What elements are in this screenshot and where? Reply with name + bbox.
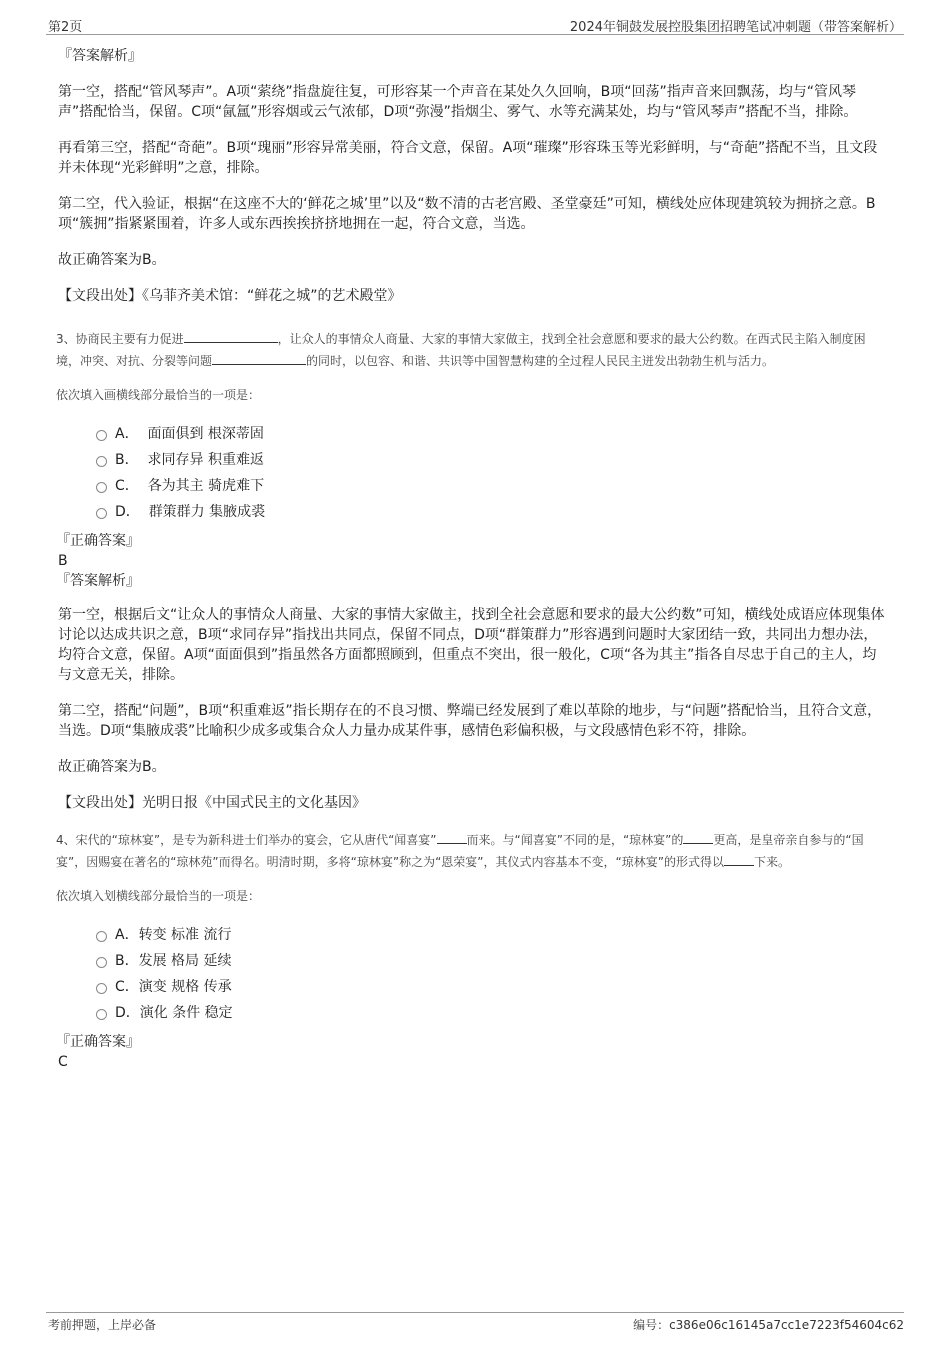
q4-question	[56, 829, 888, 873]
q3-option-c[interactable]	[96, 473, 888, 499]
q3-analysis	[56, 605, 888, 777]
q3-option-a[interactable]	[96, 421, 888, 447]
option-text: 各为其主 骑虎难下	[147, 478, 265, 494]
option-letter: A．	[115, 426, 139, 442]
q3-source: 【文段出处】光明日报《中国式民主的文化基因》	[58, 795, 366, 811]
q3-answer-label: 『正确答案』	[56, 533, 140, 549]
page-header	[46, 14, 904, 35]
option-text: 群策群力 集腋成裘	[148, 504, 266, 520]
document-id: 编号：c386e06c16145a7cc1e7223f54604c62	[633, 1318, 904, 1332]
radio-icon[interactable]	[96, 931, 107, 942]
q4-option-a[interactable]	[96, 922, 888, 948]
q3-options	[96, 421, 888, 525]
q3-prompt: 依次填入画横线部分最恰当的一项是：	[56, 388, 261, 402]
q3-blank-2	[212, 350, 306, 365]
q4-options	[96, 922, 888, 1026]
q2-source: 【文段出处】《乌菲齐美术馆：“鲜花之城”的艺术殿堂》	[58, 288, 402, 304]
q2-analysis-label: 『答案解析』	[58, 48, 142, 64]
q4-answer: C	[58, 1054, 68, 1070]
q4-text: 下来。	[753, 855, 790, 869]
q4-blank-2	[683, 829, 713, 844]
q3-text: ，让众人的事情众人商量、大家的事情大家做主，找到全社会意愿和要求的最大公约数。在西式民主陷入制度困境，冲突、对抗、分裂等问题	[56, 332, 866, 368]
q4-text: 4、宋代的“琼林宴”，是专为新科进士们举办的宴会，它从唐代“闻喜宴”	[56, 833, 437, 847]
q2-analysis	[56, 82, 888, 270]
q2-analysis-paragraph: 第一空，搭配“管风琴声”。A项“萦绕”指盘旋往复，可形容某一个声音在某处久久回响，B项“回荡”指声音来回飘荡，均与“管风琴声”搭配恰当，保留。C项“氤氲”形容烟或云气浓郁，D项“弥漫”指烟尘、雾气、水等充满某处，均与“管风琴声”搭配不当，排除。	[58, 84, 858, 120]
q3-text: 的同时，以包容、和谐、共识等中国智慧构建的全过程人民民主迸发出勃勃生机与活力。	[306, 354, 775, 368]
q2-analysis-paragraph: 再看第三空，搭配“奇葩”。B项“瑰丽”形容异常美丽，符合文意，保留。A项“璀璨”形容珠玉等光彩鲜明，与“奇葩”搭配不当，且文段并未体现“光彩鲜明”之意，排除。	[58, 140, 878, 176]
option-letter: D．	[115, 1005, 140, 1021]
document-title: 2024年铜鼓发展控股集团招聘笔试冲刺题（带答案解析）	[569, 20, 902, 35]
q4-blank-3	[724, 851, 754, 866]
option-text: 求同存异 积重难返	[147, 452, 264, 468]
q3-answer: B	[58, 553, 68, 569]
q3-option-b[interactable]	[96, 447, 888, 473]
q2-analysis-paragraph: 第二空，代入验证，根据“在这座不大的‘鲜花之城’里”以及“数不清的古老宫殿、圣堂豪廷”可知，横线处应体现建筑较为拥挤之意。B项“簇拥”指紧紧围着，许多人或东西挨挨挤挤地拥在一起，符合文意，当选。	[58, 196, 876, 232]
q3-analysis-paragraph: 故正确答案为B。	[58, 759, 166, 775]
q3-analysis-label: 『答案解析』	[56, 573, 140, 589]
option-text: 面面俱到 根深蒂固	[147, 426, 264, 442]
q3-option-d[interactable]	[96, 499, 888, 525]
option-text: 转变 标准 流行	[138, 927, 232, 943]
document-body	[56, 46, 888, 1072]
q4-prompt: 依次填入划横线部分最恰当的一项是：	[56, 889, 261, 903]
q4-option-c[interactable]	[96, 974, 888, 1000]
option-text: 演变 规格 传承	[138, 979, 232, 995]
q4-answer-label: 『正确答案』	[56, 1034, 140, 1050]
page-footer	[46, 1312, 904, 1333]
radio-icon[interactable]	[96, 508, 107, 519]
radio-icon[interactable]	[96, 456, 107, 467]
q4-blank-1	[437, 829, 467, 844]
option-text: 发展 格局 延续	[138, 953, 232, 969]
option-letter: A．	[115, 927, 139, 943]
footer-slogan: 考前押题，上岸必备	[48, 1318, 157, 1332]
radio-icon[interactable]	[96, 482, 107, 493]
radio-icon[interactable]	[96, 430, 107, 441]
option-letter: C．	[115, 979, 139, 995]
option-letter: C．	[115, 478, 139, 494]
page-number: 第2页	[48, 20, 83, 35]
q3-blank-1	[184, 328, 278, 343]
q4-option-b[interactable]	[96, 948, 888, 974]
q3-analysis-paragraph: 第一空，根据后文“让众人的事情众人商量、大家的事情大家做主，找到全社会意愿和要求的最大公约数”可知，横线处成语应体现集体讨论以达成共识之意，B项“求同存异”指找出共同点，保留不同点，D项“群策群力”形容遇到问题时大家团结一致，共同出力想办法，均符合文意，保留。A项“面面俱到”指虽然各方面都照顾到，但重点不突出，很一般化，C项“各为其主”指各自尽忠于自己的主人，均与文意无关，排除。	[58, 607, 885, 683]
option-text: 演化 条件 稳定	[139, 1005, 233, 1021]
q4-text: 更高，是皇帝亲自参与的“国宴”，因赐宴在著名的“琼林苑”而得名。明清时期，多将“琼林宴”称之为“恩荣宴”，其仪式内容基本不变，“琼林宴”的形式得以	[56, 833, 864, 869]
radio-icon[interactable]	[96, 1009, 107, 1020]
radio-icon[interactable]	[96, 983, 107, 994]
option-letter: D．	[115, 504, 140, 520]
q3-question	[56, 328, 888, 372]
q4-text: 而来。与“闻喜宴”不同的是，“琼林宴”的	[466, 833, 684, 847]
q4-option-d[interactable]	[96, 1000, 888, 1026]
option-letter: B．	[115, 452, 139, 468]
q3-analysis-paragraph: 第二空，搭配“问题”，B项“积重难返”指长期存在的不良习惯、弊端已经发展到了难以革除的地步，与“问题”搭配恰当，且符合文意，当选。D项“集腋成裘”比喻积少成多或集合众人力量办成某件事，感情色彩偏积极，与文段感情色彩不符，排除。	[58, 703, 882, 739]
option-letter: B．	[115, 953, 139, 969]
q2-analysis-paragraph: 故正确答案为B。	[58, 252, 166, 268]
q3-text: 3、协商民主要有力促进	[56, 332, 184, 346]
radio-icon[interactable]	[96, 957, 107, 968]
